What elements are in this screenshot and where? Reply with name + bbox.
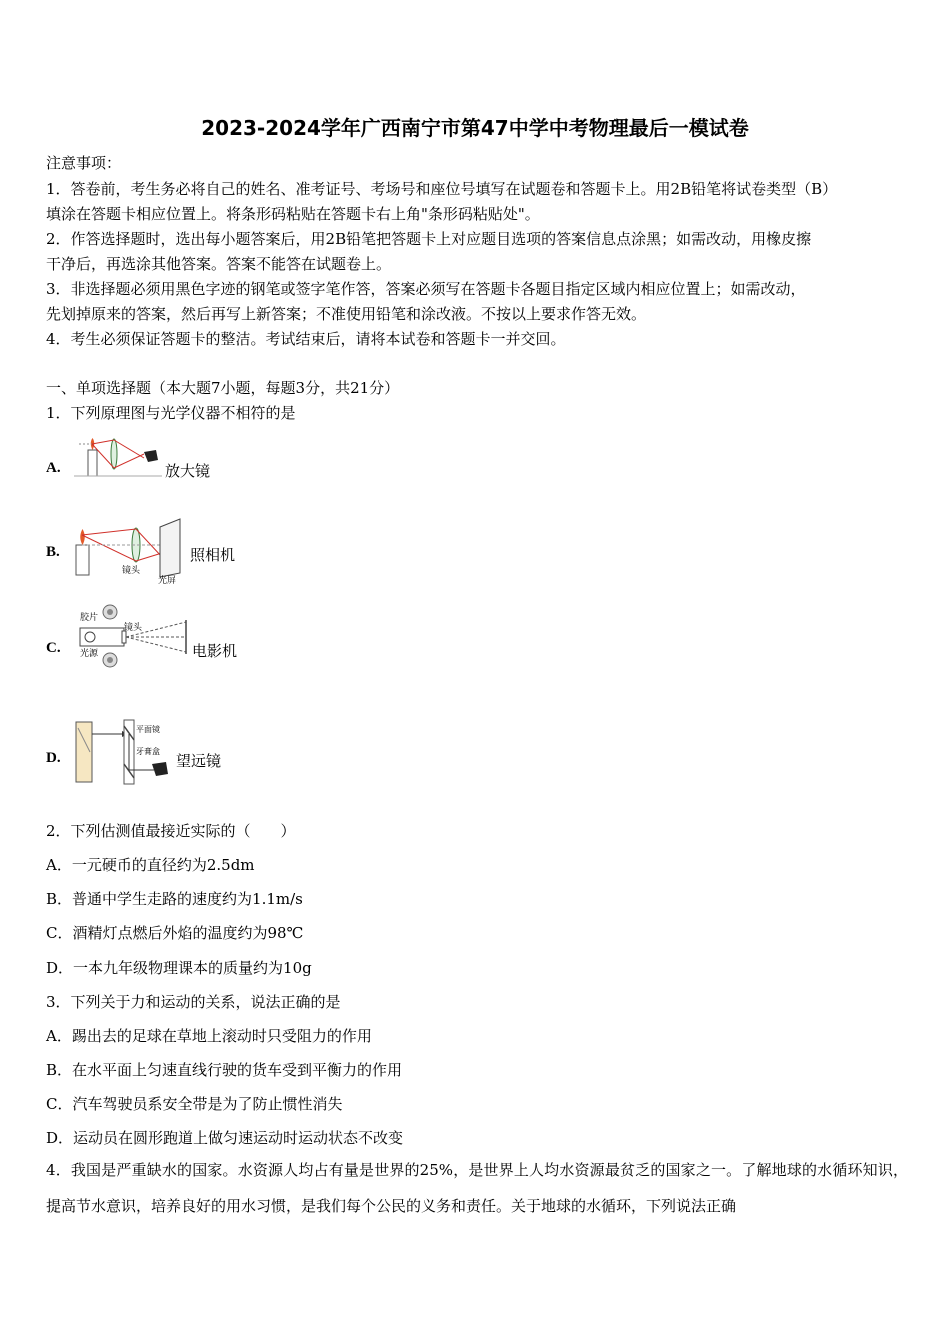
question-3-option: B．在水平面上匀速直线行驶的货车受到平衡力的作用 (46, 1061, 403, 1079)
question-2-option: A．一元硬币的直径约为2.5dm (46, 856, 255, 874)
question-3-option: D．运动员在圆形跑道上做匀速运动时运动状态不改变 (46, 1129, 404, 1147)
fig-label-screen: 光屏 (158, 576, 177, 585)
question-3-option: A．踢出去的足球在草地上滚动时只受阻力的作用 (46, 1027, 372, 1045)
question-2-option: D．一本九年级物理课本的质量约为10g (46, 959, 312, 977)
flame-icon (80, 529, 85, 545)
question-4-text: 4．我国是严重缺水的国家。水资源人均占有量是世界的25%，是世界上人均水资源最贫乏的国家之一。了解地球的水循环知识，提高节水意识，培养良好的用水习惯，是我们每个公民的义务和责任。关于地球的水循环，下列说法正确 (46, 1161, 908, 1215)
question-1-stem: 1．下列原理图与光学仪器不相符的是 (46, 404, 296, 422)
fig-label-film: 胶片 (80, 613, 99, 623)
projector-diagram (78, 602, 190, 672)
notice-heading: 注意事项： (46, 154, 122, 172)
question-2-option: B．普通中学生走路的速度约为1.1m/s (46, 890, 303, 908)
fig-label-mirror: 平面镜 (136, 725, 160, 734)
fig-label-lens: 镜头 (124, 623, 143, 633)
periscope-diagram (72, 712, 172, 786)
fig-label-lens: 镜头 (122, 566, 141, 576)
notice-line: 1．答卷前，考生务必将自己的姓名、准考证号、考场号和座位号填写在试题卷和答题卡上。用2B铅笔将试卷类型（B） (46, 180, 838, 198)
notice-line: 干净后，再选涂其他答案。答案不能答在试题卷上。 (46, 255, 392, 273)
eye-icon (152, 762, 168, 776)
notice-line: 3．非选择题必须用黑色字迹的钢笔或签字笔作答，答案必须写在答题卡各题目指定区域内相应位置上；如需改动， (46, 280, 806, 298)
option-a-label: A. (46, 460, 61, 476)
option-d-text: 望远镜 (176, 752, 222, 770)
screen (160, 519, 180, 577)
fig-label-box: 牙膏盒 (136, 747, 160, 756)
question-2-stem: 2．下列估测值最接近实际的（ ） (46, 822, 296, 840)
question-3-stem: 3．下列关于力和运动的关系，说法正确的是 (46, 993, 341, 1011)
magnifier-diagram (74, 432, 166, 480)
fig-label-light: 光源 (80, 649, 99, 659)
question-2-option: C．酒精灯点燃后外焰的温度约为98℃ (46, 924, 304, 942)
page-title: 2023-2024学年广西南宁市第47中学中考物理最后一模试卷 (201, 116, 749, 140)
option-d-label: D. (46, 750, 61, 766)
option-a-text: 放大镜 (165, 462, 211, 480)
notice-line: 4．考生必须保证答题卡的整洁。考试结束后，请将本试卷和答题卡一并交回。 (46, 330, 566, 348)
notice-line: 先划掉原来的答案，然后再写上新答案；不准使用铅笔和涂改液。不按以上要求作答无效。 (46, 305, 647, 323)
option-c-label: C. (46, 640, 61, 656)
option-b-label: B. (46, 544, 60, 560)
option-b-text: 照相机 (190, 546, 236, 564)
question-3-option: C．汽车驾驶员系安全带是为了防止惯性消失 (46, 1095, 343, 1113)
notice-line: 2．作答选择题时，选出每小题答案后，用2B铅笔把答题卡上对应题目选项的答案信息点涂黑；如需改动，用橡皮擦 (46, 230, 812, 248)
eye-icon (144, 450, 158, 462)
section-heading: 一、单项选择题（本大题7小题，每题3分，共21分） (46, 379, 400, 397)
option-c-text: 电影机 (192, 642, 238, 660)
notice-line: 填涂在答题卡相应位置上。将条形码粘贴在答题卡右上角"条形码粘贴处"。 (46, 205, 540, 223)
lamp-icon (85, 632, 95, 642)
camera-diagram (70, 515, 186, 585)
